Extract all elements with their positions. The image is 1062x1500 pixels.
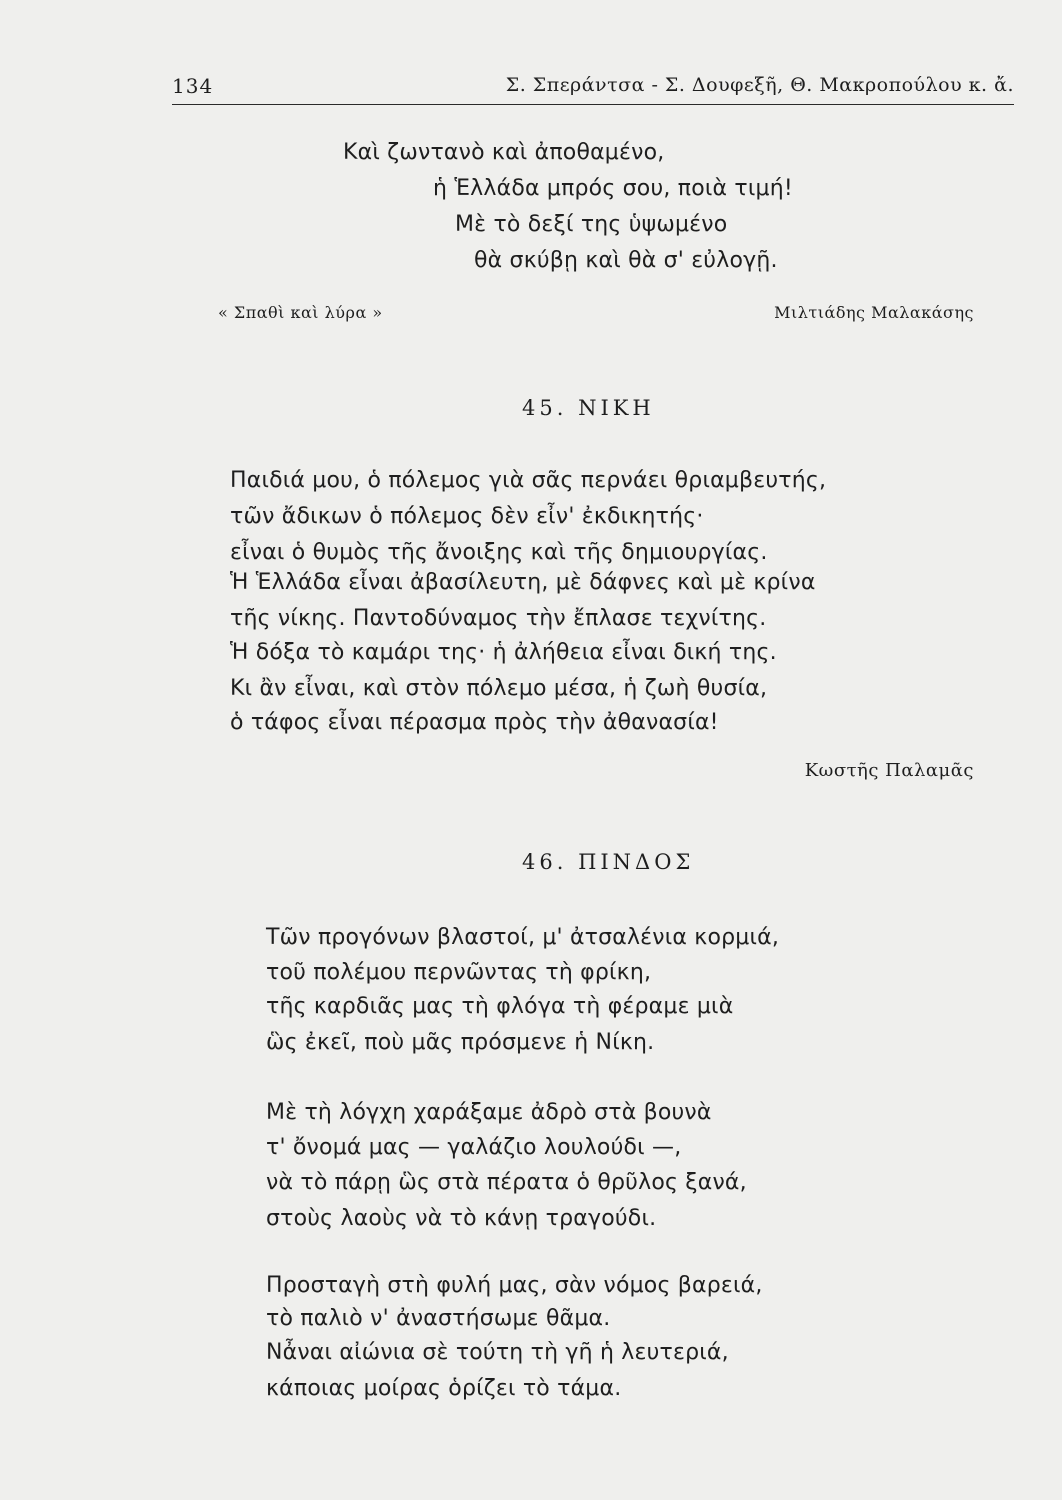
- poem-line: τοῦ πολέμου περνῶντας τὴ φρίκη,: [266, 960, 652, 985]
- poem-source: « Σπαθὶ καὶ λύρα »: [218, 303, 383, 322]
- poem-line: τὸ παλιὸ ν' ἀναστήσωμε θᾶμα.: [266, 1306, 611, 1331]
- poem-title: 46. ΠΙΝΔΟΣ: [522, 850, 695, 874]
- poem-line: ἡ Ἑλλάδα μπρός σου, ποιὰ τιμή!: [433, 176, 793, 201]
- poem-line: Μὲ τὴ λόγχη χαράξαμε ἀδρὸ στὰ βουνὰ: [266, 1100, 712, 1125]
- poem-line: στοὺς λαοὺς νὰ τὸ κάνῃ τραγούδι.: [266, 1206, 657, 1231]
- poem-line: Καὶ ζωντανὸ καὶ ἀποθαμένο,: [343, 140, 665, 165]
- poem-line: Παιδιά μου, ὁ πόλεμος γιὰ σᾶς περνάει θριαμβευτής,: [230, 468, 827, 493]
- page-number: 134: [172, 74, 214, 98]
- poem-line: Νἆναι αἰώνια σὲ τούτη τὴ γῆ ἡ λευτεριά,: [266, 1340, 729, 1365]
- poem-author: Μιλτιάδης Μαλακάσης: [774, 303, 974, 322]
- poem-line: Ἡ δόξα τὸ καμάρι της· ἡ ἀλήθεια εἶναι δική της.: [230, 640, 777, 665]
- poem-line: Προσταγὴ στὴ φυλή μας, σὰν νόμος βαρειά,: [266, 1273, 763, 1298]
- poem-line: κάποιας μοίρας ὁρίζει τὸ τάμα.: [266, 1376, 622, 1401]
- poem-line: Τῶν προγόνων βλαστοί, μ' ἀτσαλένια κορμιά,: [266, 925, 780, 950]
- page-header: [172, 70, 1014, 105]
- poem-title: 45. ΝΙΚΗ: [522, 396, 655, 420]
- poem-line: νὰ τὸ πάρῃ ὣς στὰ πέρατα ὁ θρῦλος ξανά,: [266, 1170, 747, 1195]
- poem-line: θὰ σκύβῃ καὶ θὰ σ' εὐλογῇ.: [474, 248, 778, 273]
- poem-line: εἶναι ὁ θυμὸς τῆς ἄνοιξης καὶ τῆς δημιουργίας.: [230, 540, 768, 565]
- poem-author: Κωστῆς Παλαμᾶς: [804, 760, 974, 781]
- poem-line: τῆς καρδιᾶς μας τὴ φλόγα τὴ φέραμε μιὰ: [266, 994, 734, 1019]
- poem-line: ὁ τάφος εἶναι πέρασμα πρὸς τὴν ἀθανασία!: [230, 710, 719, 735]
- poem-line: τῶν ἄδικων ὁ πόλεμος δὲν εἶν' ἐκδικητής·: [230, 504, 704, 529]
- poem-line: Ἡ Ἑλλάδα εἶναι ἀβασίλευτη, μὲ δάφνες καὶ μὲ κρίνα: [230, 570, 816, 595]
- poem-line: τῆς νίκης. Παντοδύναμος τὴν ἔπλασε τεχνίτης.: [230, 606, 767, 631]
- poem-line: τ' ὄνομά μας — γαλάζιο λουλούδι —,: [266, 1135, 682, 1160]
- running-head: Σ. Σπεράντσα - Σ. Δουφεξῆ, Θ. Μακροπούλου κ. ἄ.: [505, 74, 1014, 96]
- poem-line: Μὲ τὸ δεξί της ὑψωμένο: [455, 212, 728, 237]
- poem-line: Κι ἂν εἶναι, καὶ στὸν πόλεμο μέσα, ἡ ζωὴ θυσία,: [230, 676, 768, 701]
- poem-line: ὣς ἐκεῖ, ποὺ μᾶς πρόσμενε ἡ Νίκη.: [266, 1030, 655, 1055]
